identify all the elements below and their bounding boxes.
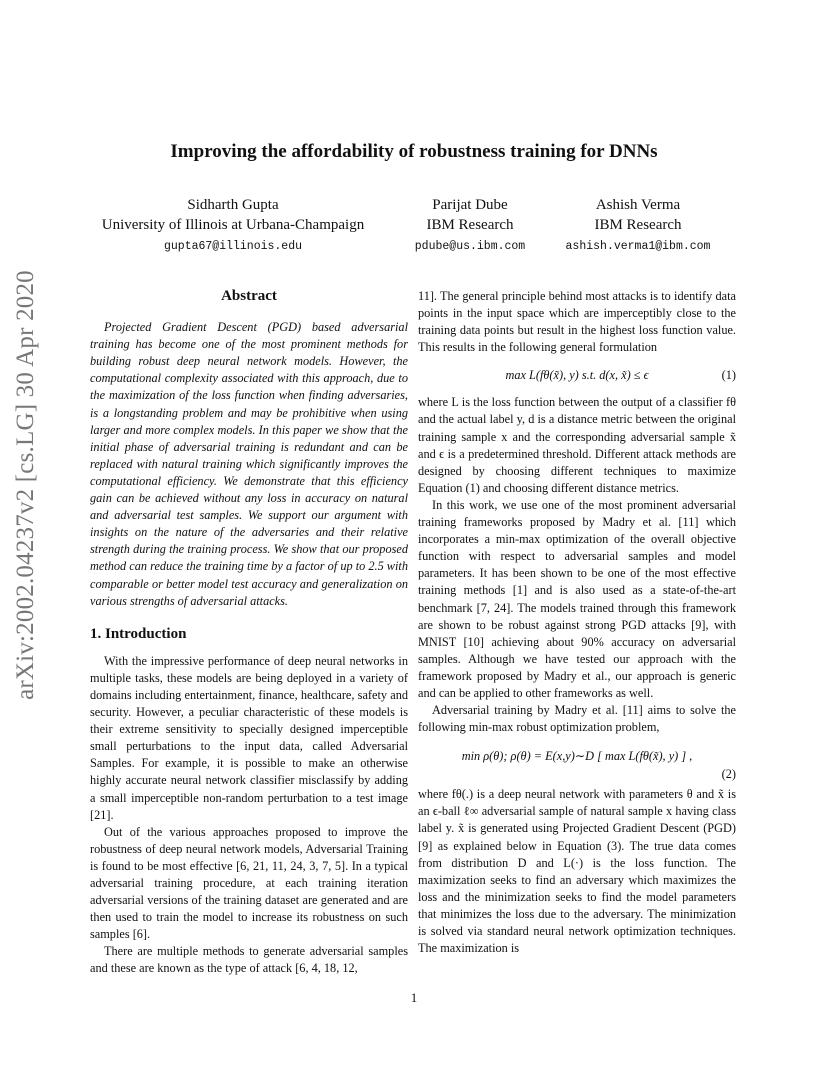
author-name: Ashish Verma bbox=[595, 197, 681, 213]
intro-paragraph-3: There are multiple methods to generate adversarial samples and these are known as the type of attack [6, 4, 18, 12, bbox=[90, 944, 408, 976]
body-paragraph-1: 11]. The general principle behind most attacks is to identify data points in the input space which are imperceptibly close to the training data points but result in the highest loss function value. This results in the following general formulation bbox=[418, 289, 736, 355]
author-block-2 bbox=[400, 195, 540, 257]
body-paragraph-2: where L is the loss function between the output of a classifier fθ and the actual label y, d is a distance metric between the original training sample x and the corresponding adversarial sample x̃ and ϵ is a predetermined threshold. Different attack methods are designed by choosing different techniques to maximize Equation (1) and choosing different distance metrics. bbox=[418, 395, 736, 495]
equation-2 bbox=[418, 742, 736, 782]
intro-paragraph-2: Out of the various approaches proposed to improve the robustness of deep neural network models, Adversarial Training is found to be most effective [6, 21, 11, 24, 3, 7, 5]. In a typical adversarial training procedure, at each training iteration adversarial versions of the training dataset are generated and are then used to train the model to increase its robustness on such samples [6]. bbox=[90, 824, 408, 942]
author-affiliation: IBM Research bbox=[426, 217, 514, 233]
author-name: Sidharth Gupta bbox=[187, 197, 279, 213]
author-email[interactable]: ashish.verma1@ibm.com bbox=[565, 240, 711, 253]
author-block-3 bbox=[556, 195, 720, 257]
author-block-1 bbox=[90, 195, 376, 257]
intro-paragraph-1: With the impressive performance of deep neural networks in multiple tasks, these models are being deployed in a variety of domains including entertainment, finance, healthcare, safety and security. However, a peculiar characteristic of these models is their extreme sensitivity to specially designed imperceptible small perturbations to the input data, called Adversarial Samples. For example, it is possible to make an otherwise highly accurate neural network classifier misclassify by adding a small imperceptible non-random perturbation to a test image [21]. bbox=[90, 653, 408, 822]
left-column bbox=[90, 288, 408, 978]
arxiv-sidebar-stamp bbox=[4, 270, 48, 700]
author-email[interactable]: gupta67@illinois.edu bbox=[163, 240, 303, 253]
body-paragraph-3: In this work, we use one of the most prominent adversarial training frameworks proposed by Madry et al. [11] which incorporates a min-max optimization of the overall objective function with respect to adversarial samples and model parameters. It has been shown to be one of the most effective training methods [1] and is also used as a state-of-the-art benchmark [7, 24]. The models trained through this framework are shown to be robust against strong PGD attacks [9], with MNIST [10] achieving about 90% accuracy on adversarial samples. Although we have tested our approach with the framework proposed by Madry et al., our approach is generic and can be applied to other frameworks as well. bbox=[418, 497, 736, 700]
author-email[interactable]: pdube@us.ibm.com bbox=[414, 240, 526, 253]
author-affiliation: IBM Research bbox=[594, 217, 682, 233]
equation-1-body: max L(fθ(x̃), y) s.t. d(x, x̃) ≤ ϵ bbox=[505, 368, 649, 383]
author-name: Parijat Dube bbox=[432, 197, 508, 213]
equation-1-number: (1) bbox=[721, 368, 736, 383]
abstract-heading: Abstract bbox=[221, 288, 277, 304]
page-number: 1 bbox=[410, 990, 418, 1005]
body-paragraph-5: where fθ(.) is a deep neural network with parameters θ and x̃ is an ϵ-ball ℓ∞ adversarial sample of natural sample x having class label y. x̃ is generated using Projected Gradient Descent (PGD) [9] as explained below in Equation (3). The true data comes from distribution D and L(·) is the loss function. The maximization seeks to find an adversary which maximizes the loss and the minimization seeks to find the model parameters that minimizes the loss due to the adversary. The minimization is solved via standard neural network optimization techniques. The maximization is bbox=[418, 787, 736, 956]
body-paragraph-4: Adversarial training by Madry et al. [11] aims to solve the following min-max robust optimization problem, bbox=[418, 703, 736, 735]
abstract-text: Projected Gradient Descent (PGD) based adversarial training has become one of the most prominent methods for building robust deep neural network models. However, the computational complexity associated with this approach, due to the maximization of the loss function when finding adversaries, is a longstanding problem and may be prohibitive when using larger and more complex models. In this paper we show that the initial phase of adversarial training is redundant and can be replaced with natural training which significantly improves the computational efficiency. We demonstrate that this efficiency gain can be achieved without any loss in accuracy on natural and adversarial test samples. We support our argument with insights on the nature of the adversaries and their relative strength during the training process. We show that our proposed method can reduce the training time by a factor of up to 2.5 with comparable or better model test accuracy and generalization on various strengths of adversarial attacks. bbox=[90, 320, 408, 608]
right-column bbox=[418, 288, 736, 957]
section-heading-introduction: 1. Introduction bbox=[90, 625, 187, 642]
equation-2-number: (2) bbox=[721, 767, 736, 782]
paper-title: Improving the affordability of robustness training for DNNs bbox=[170, 141, 658, 162]
equation-1 bbox=[418, 364, 736, 386]
author-affiliation: University of Illinois at Urbana-Champaign bbox=[101, 217, 365, 233]
arxiv-id: arXiv:2002.04237v2 [cs.LG] 30 Apr 2020 bbox=[12, 270, 39, 700]
equation-2-body: min ρ(θ); ρ(θ) = E(x,y)∼D [ max L(fθ(x̃), y) ] , bbox=[461, 749, 693, 764]
